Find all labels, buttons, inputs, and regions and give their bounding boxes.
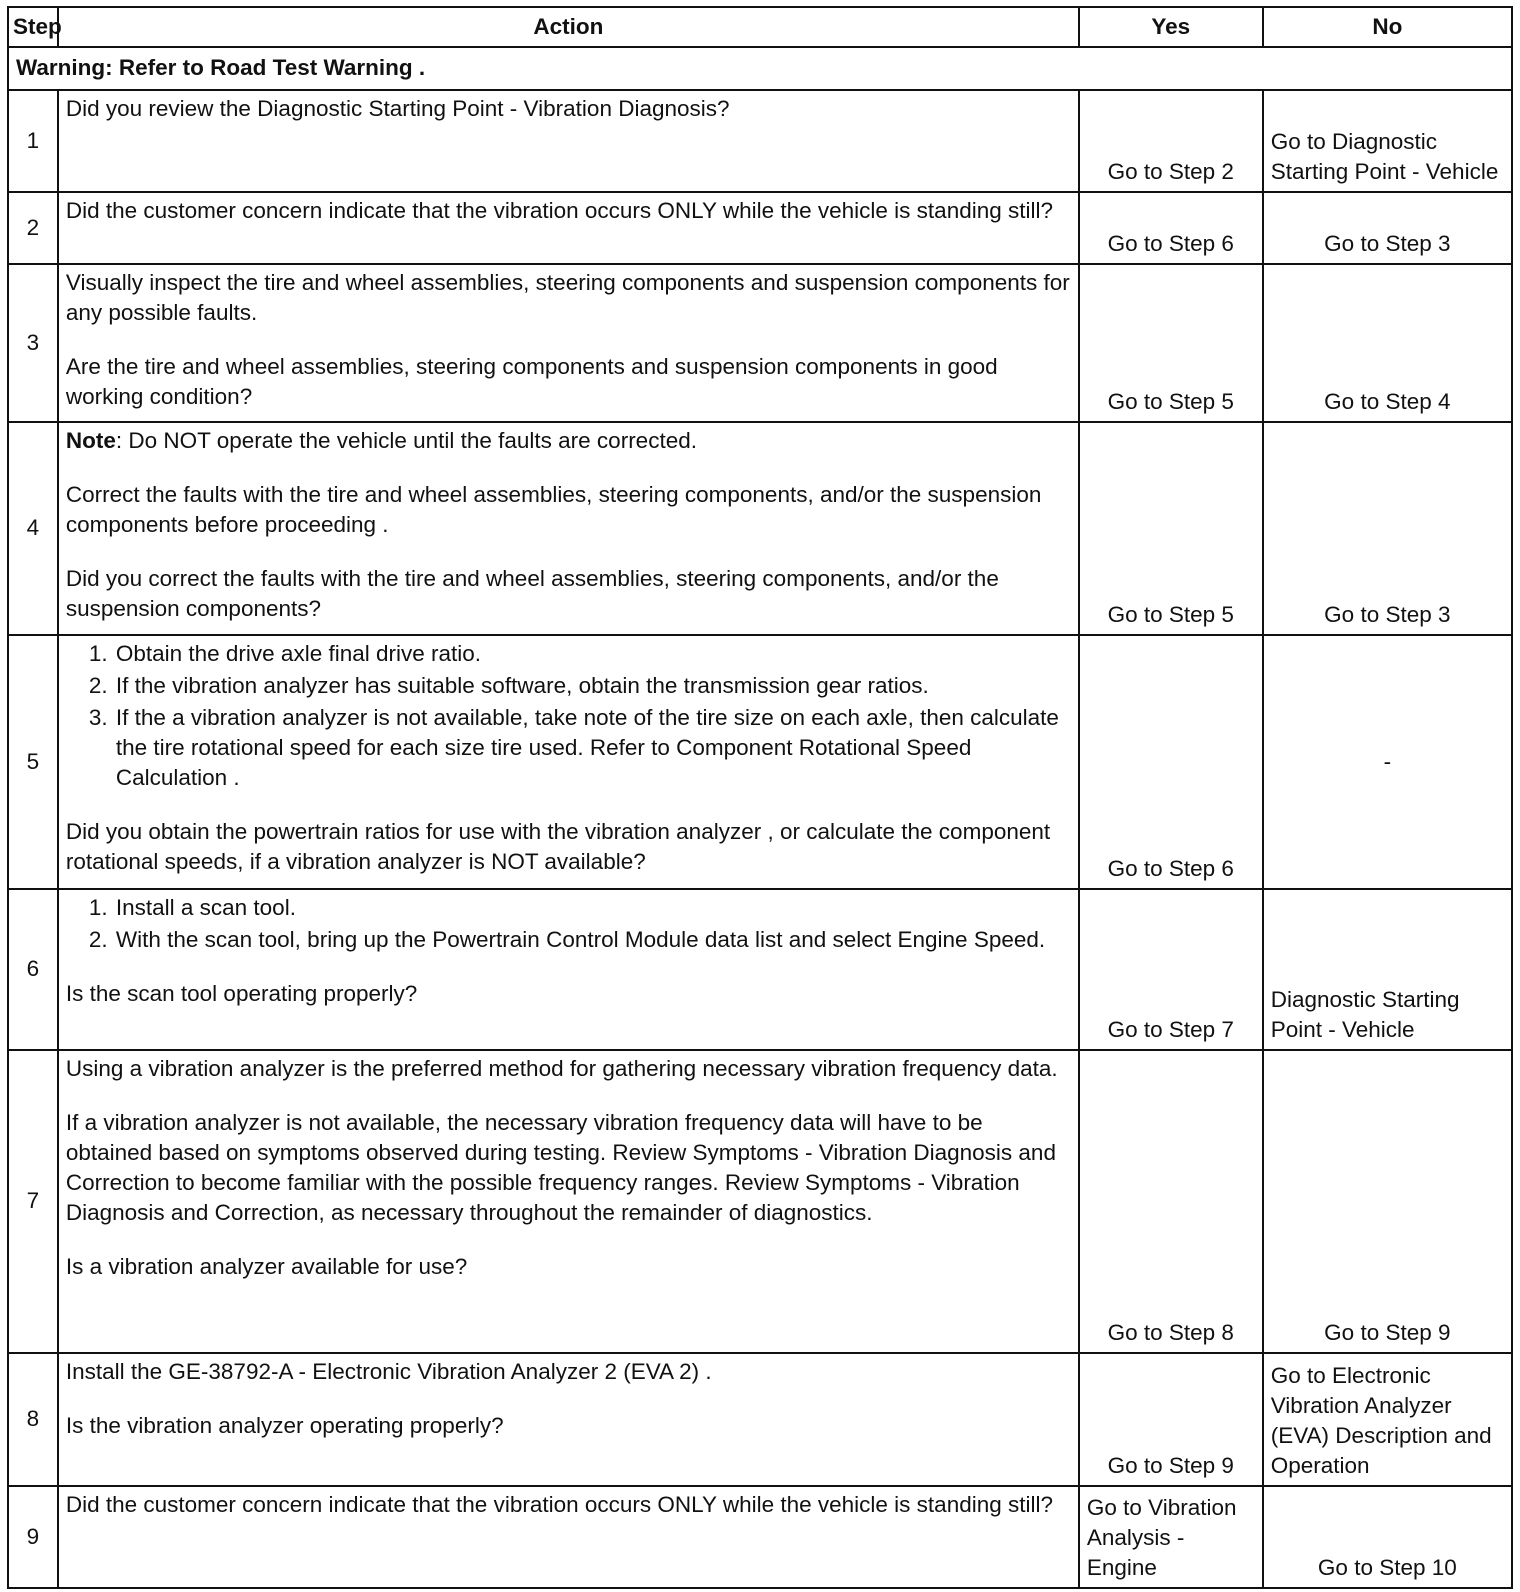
step-number: 7 [8,1050,58,1353]
action-cell [58,90,1079,192]
table-row [8,1353,1512,1486]
action-cell [58,1050,1079,1353]
action-question: Is the scan tool operating properly? [65,981,418,1006]
step-number: 5 [8,635,58,889]
no-result: Go to Step 9 [1263,1050,1512,1353]
table-row [8,90,1512,192]
table-row [8,889,1512,1050]
step-number: 1 [8,90,58,192]
warning-row [8,47,1512,90]
no-result: Diagnostic Starting Point - Vehicle [1263,889,1512,1050]
action-question: Is the vibration analyzer operating properly? [65,1413,504,1438]
header-no: No [1263,7,1512,47]
no-result: Go to Step 10 [1263,1486,1512,1588]
no-result: Go to Step 3 [1263,192,1512,264]
action-steps-list [66,893,1071,955]
road-test-warning: Warning: Refer to Road Test Warning . [8,47,1512,90]
action-question: Did you obtain the powertrain ratios for use with the vibration analyzer , or calculate the component rotational speeds, if a vibration analyzer is NOT available? [65,819,1051,874]
action-cell [58,889,1079,1050]
step-number: 9 [8,1486,58,1588]
yes-result: Go to Vibration Analysis - Engine [1079,1486,1263,1588]
table-row [8,264,1512,422]
step-number: 3 [8,264,58,422]
yes-result: Go to Step 5 [1079,422,1263,635]
action-cell [58,1353,1079,1486]
action-question: Are the tire and wheel assemblies, steering components and suspension components in good working condition? [65,354,998,409]
action-text: Install the GE-38792-A - Electronic Vibration Analyzer 2 (EVA 2) . [65,1359,712,1384]
table-row [8,1486,1512,1588]
diagnostic-table [7,6,1513,1589]
yes-result: Go to Step 8 [1079,1050,1263,1353]
action-text: Correct the faults with the tire and wheel assemblies, steering components, and/or the suspension components before proceeding . [65,482,1042,537]
action-steps-list [66,639,1071,793]
list-item: 1. Obtain the drive axle final drive ratio. [114,639,1071,669]
step-number: 2 [8,192,58,264]
table-row [8,192,1512,264]
step-number: 4 [8,422,58,635]
action-cell [58,635,1079,889]
action-text: If a vibration analyzer is not available, the necessary vibration frequency data will have to be obtained based on symptoms observed during testing. Review Symptoms - Vibration Diagnosis and Correction to become familiar with the possible frequency ranges. Review Symptoms - Vibration Diagnosis and Correction, as necessary throughout the remainder of diagnostics. [65,1110,1056,1225]
header-action: Action [58,7,1079,47]
action-text: Visually inspect the tire and wheel assemblies, steering components and suspension components for any possible faults. [65,270,1070,325]
table-row [8,635,1512,889]
table-row [8,422,1512,635]
action-text: Using a vibration analyzer is the preferred method for gathering necessary vibration frequency data. [65,1056,1058,1081]
list-item: 3. If the a vibration analyzer is not available, take note of the tire size on each axle, then calculate the tire rotational speed for each size tire used. Refer to Component Rotational Speed Calculation . [114,703,1071,793]
yes-result: Go to Step 7 [1079,889,1263,1050]
header-step: Step [8,7,58,47]
diagnostic-document [7,6,1513,1589]
note-paragraph [66,426,1071,456]
note-text: : Do NOT operate the vehicle until the faults are corrected. [115,428,697,453]
no-result: Go to Electronic Vibration Analyzer (EVA) Description and Operation [1263,1353,1512,1486]
action-cell [58,192,1079,264]
yes-result: Go to Step 6 [1079,192,1263,264]
list-item: 2. With the scan tool, bring up the Powertrain Control Module data list and select Engine Speed. [114,925,1071,955]
no-result: Go to Step 3 [1263,422,1512,635]
action-text: Did you review the Diagnostic Starting Point - Vibration Diagnosis? [65,96,730,121]
yes-result: Go to Step 2 [1079,90,1263,192]
no-result: Go to Diagnostic Starting Point - Vehicle [1263,90,1512,192]
action-cell [58,422,1079,635]
table-row [8,1050,1512,1353]
no-result: Go to Step 4 [1263,264,1512,422]
action-cell [58,264,1079,422]
no-result: - [1263,635,1512,889]
action-cell [58,1486,1079,1588]
list-item: 1. Install a scan tool. [114,893,1071,923]
action-question: Is a vibration analyzer available for use? [65,1254,468,1279]
header-yes: Yes [1079,7,1263,47]
table-header-row [8,7,1512,47]
step-number: 8 [8,1353,58,1486]
list-item: 2. If the vibration analyzer has suitable software, obtain the transmission gear ratios. [114,671,1071,701]
action-question: Did you correct the faults with the tire and wheel assemblies, steering components, and/or the suspension components? [65,566,999,621]
yes-result: Go to Step 6 [1079,635,1263,889]
action-text: Did the customer concern indicate that the vibration occurs ONLY while the vehicle is standing still? [65,198,1054,223]
yes-result: Go to Step 5 [1079,264,1263,422]
yes-result: Go to Step 9 [1079,1353,1263,1486]
action-text: Did the customer concern indicate that the vibration occurs ONLY while the vehicle is standing still? [65,1492,1054,1517]
note-label: Note [65,428,116,453]
step-number: 6 [8,889,58,1050]
